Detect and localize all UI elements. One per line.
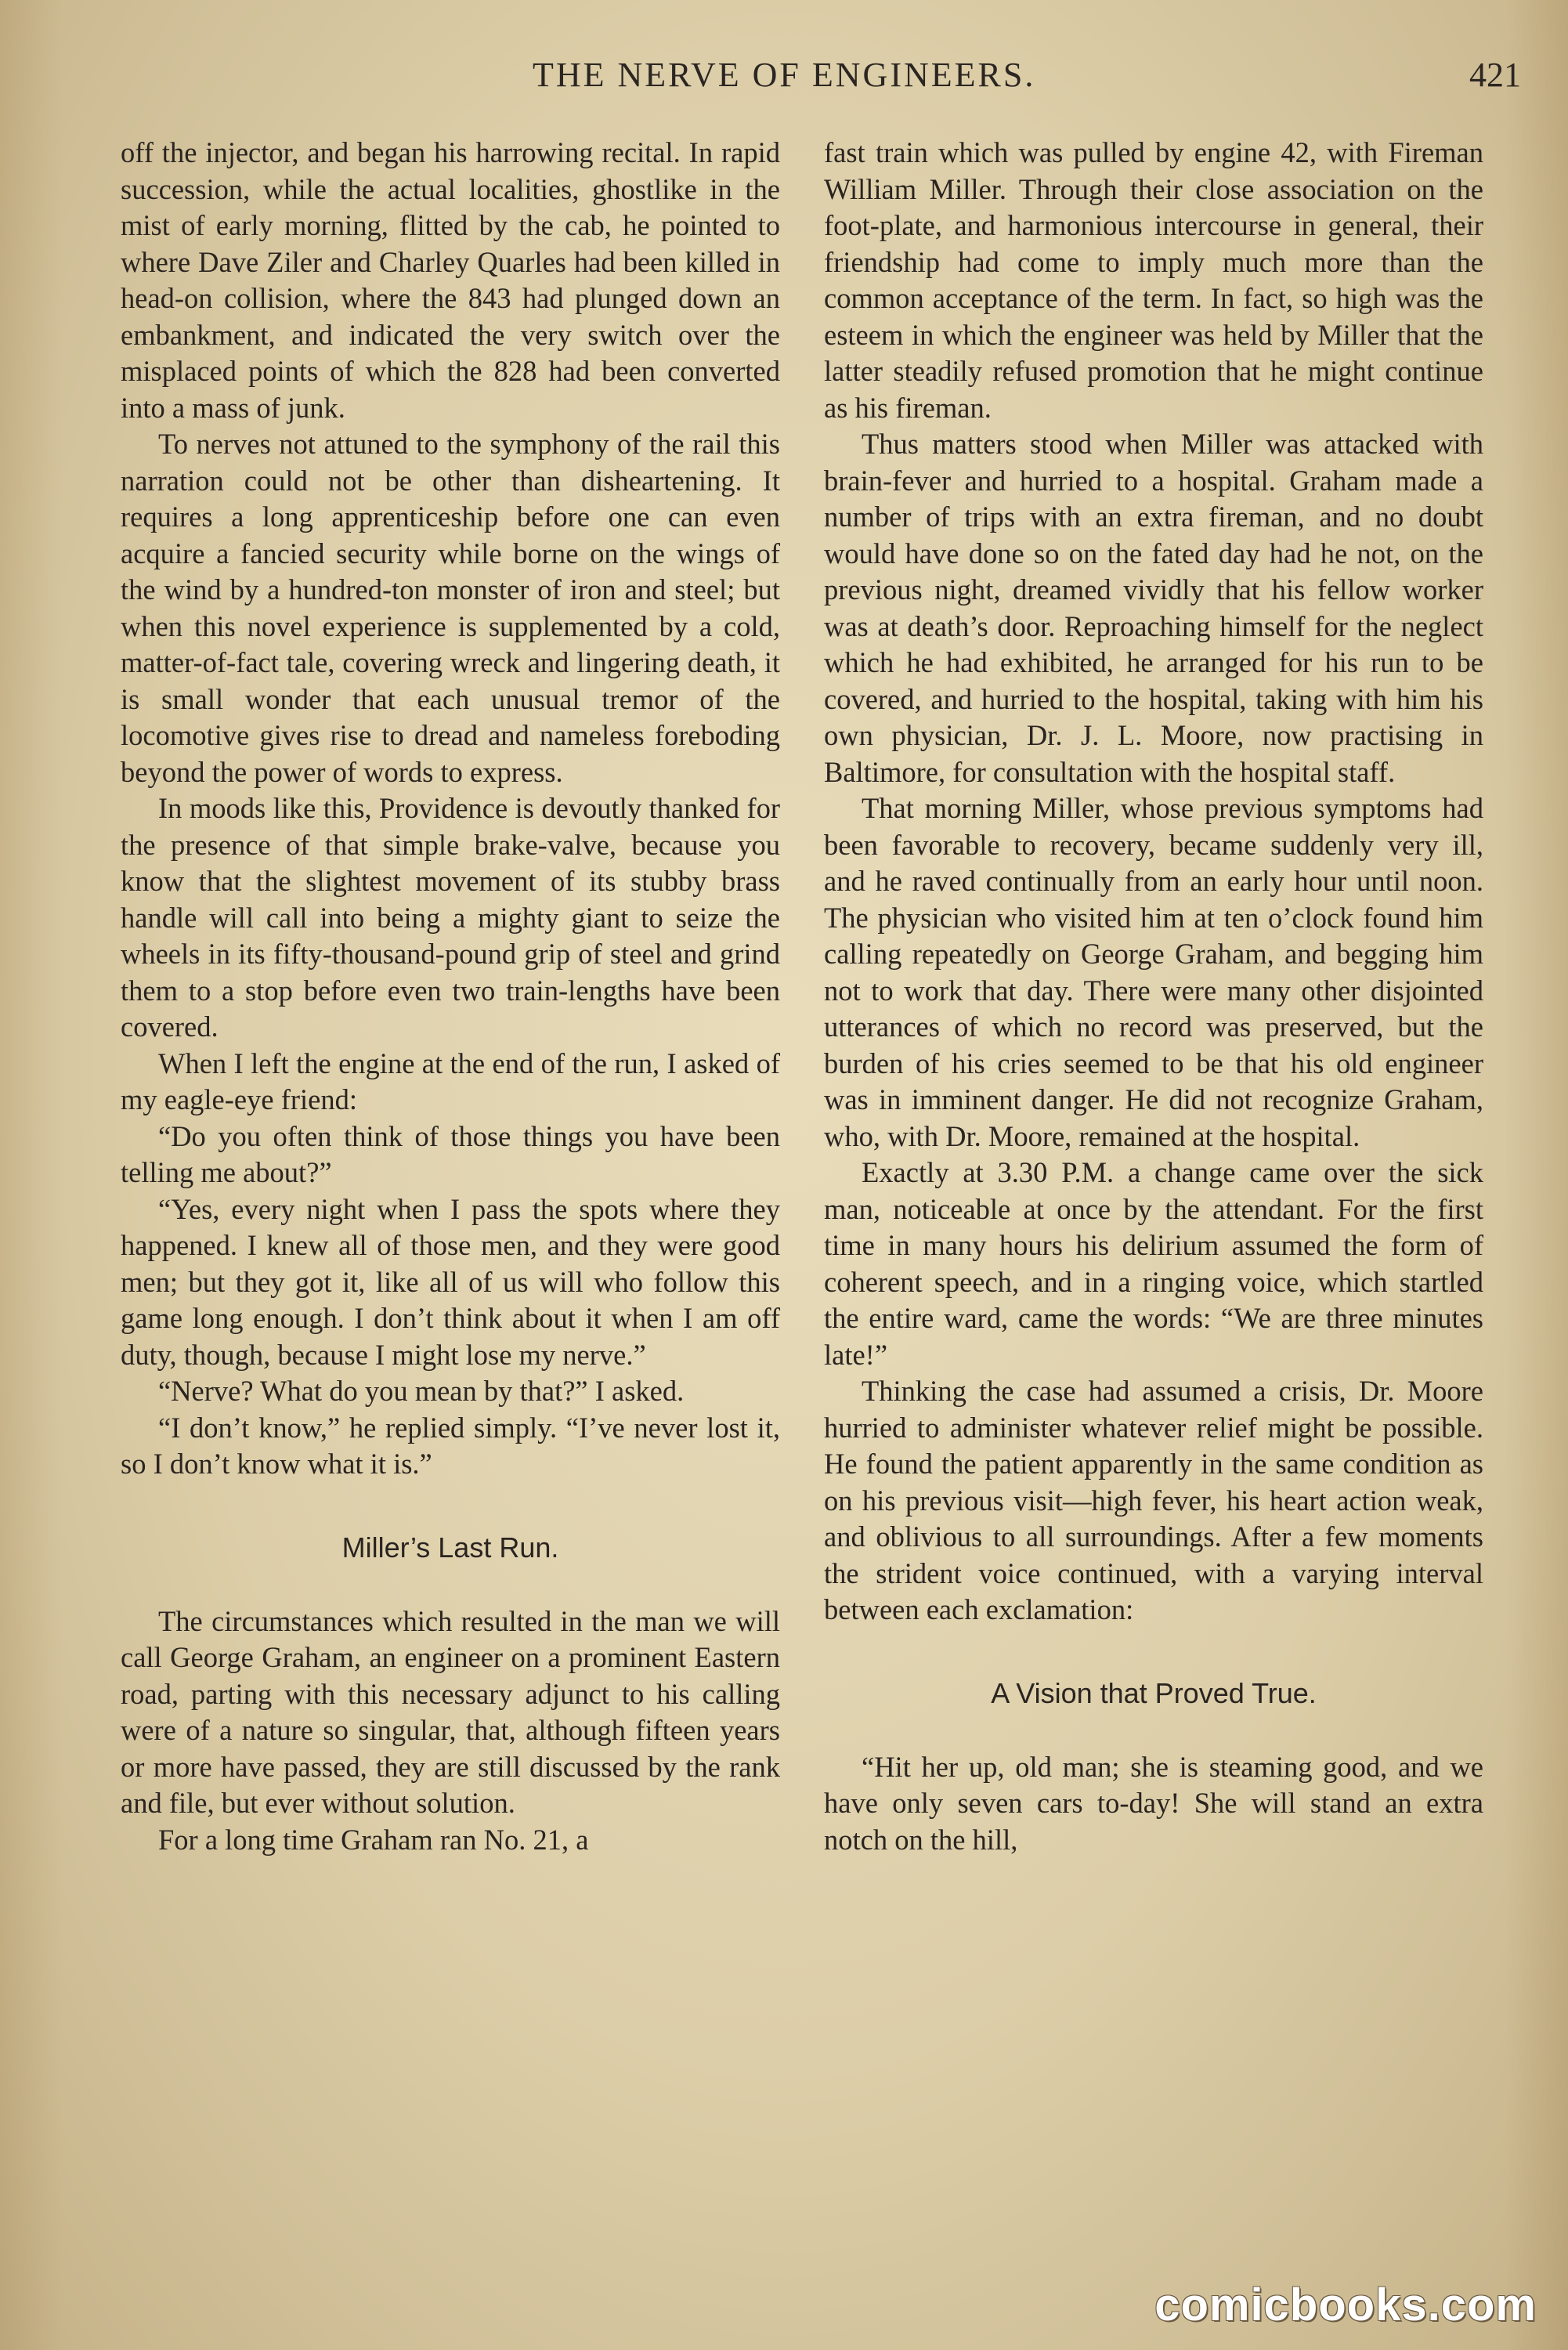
section-heading: A Vision that Proved True. [991, 1676, 1317, 1709]
paragraph: “I don’t know,” he replied simply. “I’ve never lost it, so I don’t know what it is.” [121, 1411, 780, 1480]
paragraph: Thus matters stood when Miller was attacked with brain-fever and hurried to a hospital. Graham made a number of trips with an extra fireman, and no doubt would have done so on the fated day had he not, on the previous night, dreamed vividly that his fellow worker was at death’s door. Reproaching himself for the neglect which he had exhibited, he arranged for his run to be covered, and hurried to the hospital, taking with him his own physician, Dr. J. L. Moore, now practising in Baltimore, for consultation with the hospital staff. [824, 428, 1483, 788]
paragraph: Thinking the case had assumed a crisis, Dr. Moore hurried to administer whatever relief might be possible. He found the patient apparently in the same condition as on his previous visit—high fever, his heart action weak, and oblivious to all surroundings. After a few moments the strident voice continued, with a varying interval between each exclamation: [824, 1375, 1483, 1625]
paragraph: “Nerve? What do you mean by that?” I asked. [158, 1375, 685, 1407]
section-heading: Miller’s Last Run. [341, 1531, 559, 1564]
paragraph: To nerves not attuned to the symphony of the rail this narration could not be other than disheartening. It requires a long apprenticeship before one can even acquire a fancied security while borne on the wings of the wind by a hundred-ton monster of iron and steel; but when this novel experience is supplemented by a cold, matter-of-fact tale, covering wreck and lingering death, it is small wonder that each unusual tremor of the locomotive gives rise to dread and nameless foreboding beyond the power of words to express. [121, 428, 780, 788]
page-number: 421 [1469, 56, 1521, 94]
paragraph: Exactly at 3.30 P.M. a change came over the sick man, noticeable at once by the attendant. For the first time in many hours his delirium assumed the form of coherent speech, and in a ringing voice, which startled the entire ward, came the words: “We are three minutes late!” [824, 1156, 1483, 1371]
paragraph: That morning Miller, whose previous symptoms had been favorable to recovery, became suddenly very ill, and he raved continually from an early hour until noon. The physician who visited him at ten o’clock found him calling repeatedly on George Graham, and begging him not to work that day. There were many other disjointed utterances of which no record was preserved, but the burden of his cries seemed to be that his old engineer was in imminent danger. He did not recognize Graham, who, with Dr. Moore, remained at the hospital. [824, 792, 1483, 1152]
paragraph: fast train which was pulled by engine 42, with Fireman William Miller. Through their close association on the foot-plate, and harmonious intercourse in general, their friendship had come to imply much more than the common acceptance of the term. In fact, so high was the esteem in which the engineer was held by Miller that the latter steadily refused promotion that he might continue as his fireman. [824, 136, 1483, 424]
paragraph: “Do you often think of those things you have been telling me about?” [121, 1119, 780, 1188]
site-watermark: comicbooks.com [1154, 2280, 1537, 2330]
paragraph: When I left the engine at the end of the run, I asked of my eagle-eye friend: [121, 1047, 780, 1115]
paragraph: For a long time Graham ran No. 21, a [158, 1823, 589, 1856]
left-column [121, 135, 780, 1858]
right-column [824, 135, 1483, 1858]
paragraph: off the injector, and began his harrowing recital. In rapid succession, while the actual localities, ghostlike in the mist of early morning, flitted by the cab, he pointed to where Dave Ziler and Charley Quarles had been killed in head-on collision, where the 843 had plunged down an embankment, and indicated the very switch over the misplaced points of which the 828 had been converted into a mass of junk. [121, 136, 780, 424]
paragraph: “Yes, every night when I pass the spots where they happened. I knew all of those men, and they were good men; but they got it, like all of us will who follow this game long enough. I don’t think about it when I am off duty, though, because I might lose my nerve.” [121, 1192, 780, 1371]
paragraph: The circumstances which resulted in the man we will call George Graham, an engineer on a prominent Eastern road, parting with this necessary adjunct to his calling were of a nature so singular, that, although fifteen years or more have passed, they are still discussed by the rank and file, but ever without solution. [121, 1604, 780, 1819]
paragraph: In moods like this, Providence is devoutly thanked for the presence of that simple brake-valve, because you know that the slightest movement of its stubby brass handle will call into being a mighty giant to seize the wheels in its fifty-thousand-pound grip of steel and grind them to a stop before even two train-lengths have been covered. [121, 792, 780, 1043]
running-title: THE NERVE OF ENGINEERS. [533, 56, 1036, 94]
paragraph: “Hit her up, old man; she is steaming good, and we have only seven cars to-day! She will stand an extra notch on the hill, [824, 1750, 1483, 1856]
